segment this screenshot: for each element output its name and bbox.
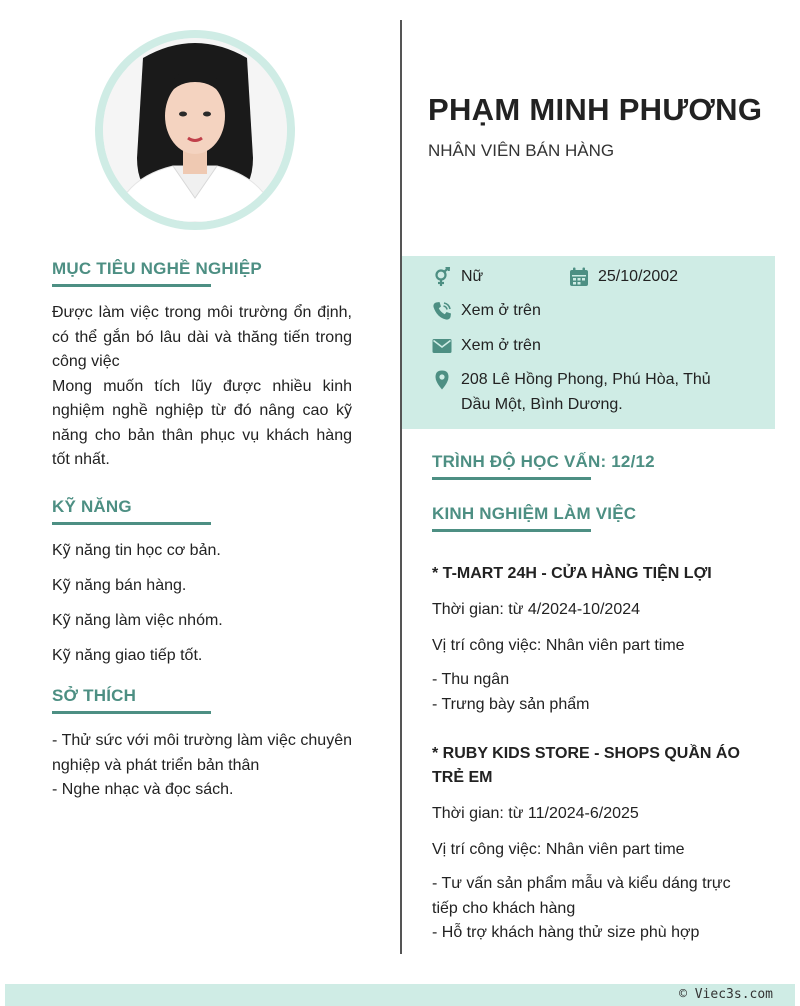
phone-icon <box>432 301 452 321</box>
experience-heading: KINH NGHIỆM LÀM VIỆC <box>432 504 637 523</box>
education-heading: TRÌNH ĐỘ HỌC VẤN: 12/12 <box>432 452 655 471</box>
skills-list <box>52 541 352 681</box>
phone-row <box>432 299 541 324</box>
skill-item: Kỹ năng tin học cơ bản. <box>52 542 221 559</box>
skills-heading: KỸ NĂNG <box>52 497 132 516</box>
calendar-icon <box>569 267 589 287</box>
skill-item: Kỹ năng làm việc nhóm. <box>52 612 223 629</box>
email-value: Xem ở trên <box>461 337 541 354</box>
hobbies-heading: SỞ THÍCH <box>52 686 137 705</box>
job-entry <box>432 742 752 946</box>
objective-underline <box>52 284 211 287</box>
job-duty: - Hỗ trợ khách hàng thử size phù hợp <box>432 924 700 941</box>
job-company: * T-MART 24H - CỬA HÀNG TIỆN LỢI <box>432 565 712 582</box>
education-underline <box>432 477 591 480</box>
objective-heading: MỤC TIÊU NGHỀ NGHIỆP <box>52 259 262 278</box>
objective-text-2: Mong muốn tích lũy được nhiều kinh nghiệm nghề nghiệp từ đó nâng cao kỹ năng cho bản thân phục vụ khách hàng tốt nhất. <box>52 377 352 468</box>
full-name: PHẠM MINH PHƯƠNG <box>428 92 763 127</box>
job-entry <box>432 562 762 717</box>
phone-value: Xem ở trên <box>461 302 541 319</box>
skill-item: Kỹ năng bán hàng. <box>52 577 187 594</box>
job-company: * RUBY KIDS STORE - SHOPS QUẦN ÁO TRẺ EM <box>432 745 740 786</box>
address-row <box>432 368 722 417</box>
job-duty: - Tư vấn sản phẩm mẫu và kiểu dáng trực tiếp cho khách hàng <box>432 875 731 917</box>
objective-text-1: Được làm việc trong môi trường ổn định, có thể gắn bó lâu dài và thăng tiến trong công việc <box>52 304 352 370</box>
job-duty: - Trưng bày sản phẩm <box>432 695 590 713</box>
objective-body <box>52 301 352 473</box>
experience-underline <box>432 529 591 532</box>
hobbies-section <box>52 686 352 714</box>
footer-bar <box>5 984 795 1006</box>
job-time: Thời gian: từ 4/2024-10/2024 <box>432 601 641 618</box>
hobby-line-1: - Thử sức với môi trường làm việc chuyên nghiệp và phát triển bản thân <box>52 732 352 774</box>
avatar <box>95 30 295 230</box>
location-pin-icon <box>432 370 452 390</box>
profile-photo <box>103 38 287 222</box>
column-divider <box>400 20 402 954</box>
gender-value: Nữ <box>461 268 484 285</box>
skills-section <box>52 497 352 525</box>
gender-row <box>432 265 483 290</box>
watermark-text: © Viec3s.com <box>679 987 773 1002</box>
skill-item: Kỹ năng giao tiếp tốt. <box>52 647 203 664</box>
job-title: NHÂN VIÊN BÁN HÀNG <box>428 141 615 160</box>
job-position: Vị trí công việc: Nhân viên part time <box>432 840 685 858</box>
birthdate-row <box>569 265 678 290</box>
email-row <box>432 334 541 359</box>
skills-underline <box>52 522 211 525</box>
job-duty: - Thu ngân <box>432 671 510 688</box>
gender-icon <box>432 267 452 287</box>
job-time: Thời gian: từ 11/2024-6/2025 <box>432 805 639 822</box>
job-position: Vị trí công việc: Nhân viên part time <box>432 636 685 654</box>
birthdate-value: 25/10/2002 <box>598 268 679 285</box>
address-value: 208 Lê Hồng Phong, Phú Hòa, Thủ Dầu Một, Bình Dương. <box>461 371 711 413</box>
education-section <box>432 452 762 480</box>
envelope-icon <box>432 336 452 356</box>
hobbies-body <box>52 729 352 803</box>
objective-section <box>52 259 352 287</box>
hobbies-underline <box>52 711 211 714</box>
experience-section <box>432 504 762 532</box>
contact-panel <box>402 256 775 429</box>
hobby-line-2: - Nghe nhạc và đọc sách. <box>52 781 234 798</box>
